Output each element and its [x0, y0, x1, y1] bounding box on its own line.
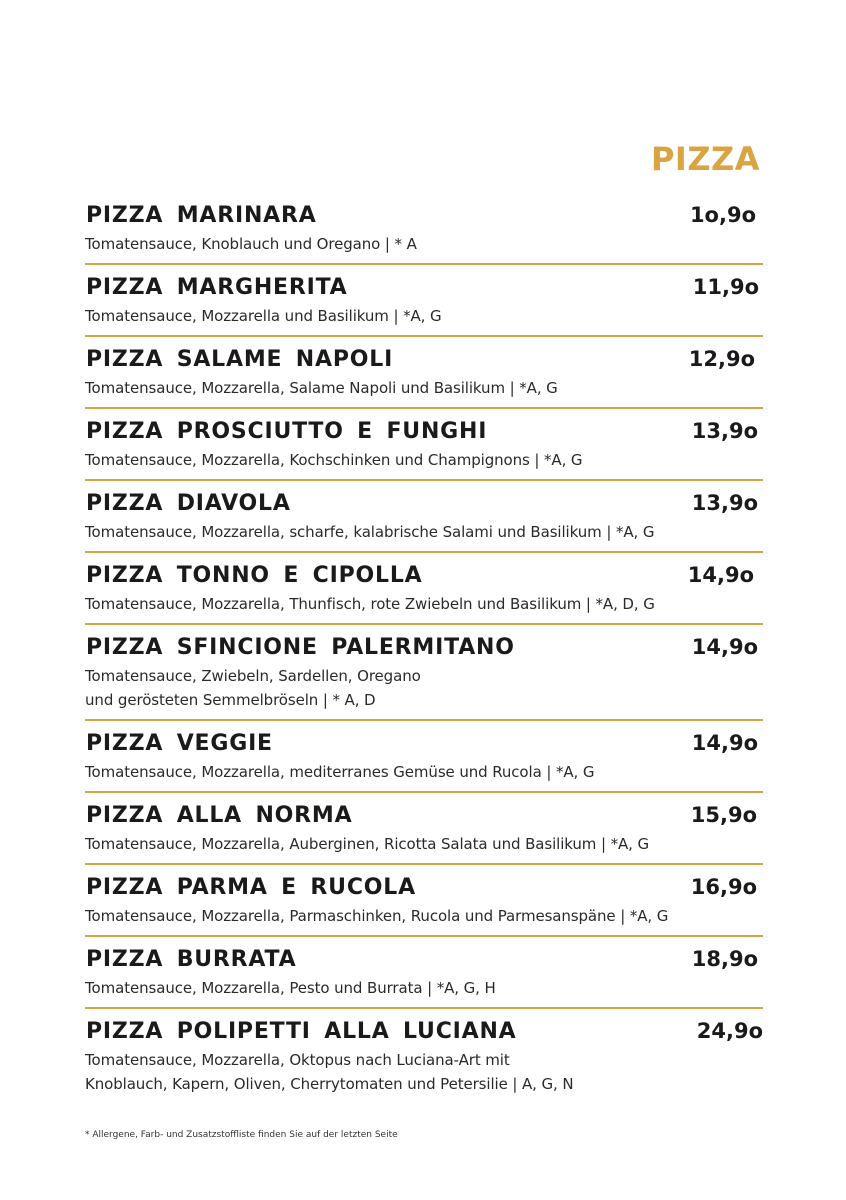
menu-item-name: PIZZA TONNO E CIPOLLA: [86, 563, 423, 588]
allergen-footnote: * Allergene, Farb- und Zusatzstoffliste finden Sie auf der letzten Seite: [85, 1130, 398, 1140]
menu-item-description: Tomatensauce, Mozzarella, Pesto und Burrata | *A, G, H: [85, 979, 496, 997]
menu-item: [85, 944, 763, 1009]
menu-item-price: 15,9o: [690, 803, 757, 827]
menu-divider: [85, 623, 763, 625]
menu-item-name: PIZZA PARMA E RUCOLA: [86, 875, 416, 900]
menu-list: [85, 200, 763, 1096]
menu-item: [85, 200, 763, 265]
menu-item-description: Knoblauch, Kapern, Oliven, Cherrytomaten und Petersilie | A, G, N: [85, 1075, 574, 1093]
menu-item-price: 14,9o: [691, 635, 758, 659]
menu-item-price: 1o,9o: [689, 203, 756, 227]
menu-item-header: [85, 800, 763, 832]
menu-item-price: 12,9o: [688, 347, 755, 371]
menu-item: [85, 728, 763, 793]
menu-item-name: PIZZA MARGHERITA: [86, 275, 348, 300]
menu-divider: [85, 791, 763, 793]
menu-item: [85, 1016, 763, 1096]
menu-item-description: Tomatensauce, Zwiebeln, Sardellen, Oregano: [85, 667, 421, 685]
menu-item-description: Tomatensauce, Mozzarella, Kochschinken und Champignons | *A, G: [85, 451, 583, 469]
menu-item-description: Tomatensauce, Mozzarella und Basilikum | *A, G: [85, 307, 442, 325]
menu-item-header: [85, 872, 763, 904]
menu-divider: [85, 263, 763, 265]
section-title: PIZZA: [650, 140, 760, 178]
menu-item-description: Tomatensauce, Mozzarella, Thunfisch, rote Zwiebeln und Basilikum | *A, D, G: [85, 595, 655, 613]
menu-item-name: PIZZA SALAME NAPOLI: [86, 347, 394, 372]
menu-item-description: Tomatensauce, Mozzarella, Salame Napoli und Basilikum | *A, G: [85, 379, 558, 397]
menu-item-price: 18,9o: [691, 947, 758, 971]
menu-item-header: [85, 488, 763, 520]
menu-item: [85, 272, 763, 337]
menu-item: [85, 416, 763, 481]
menu-item-header: [85, 1016, 763, 1048]
menu-item-header: [85, 560, 763, 592]
menu-item-name: PIZZA BURRATA: [86, 947, 297, 972]
menu-item-header: [85, 944, 763, 976]
menu-item-description: Tomatensauce, Mozzarella, Auberginen, Ricotta Salata und Basilikum | *A, G: [85, 835, 650, 853]
menu-item: [85, 344, 763, 409]
menu-item-header: [85, 728, 763, 760]
menu-item-description: Tomatensauce, Mozzarella, scharfe, kalabrische Salami und Basilikum | *A, G: [85, 523, 655, 541]
menu-item-name: PIZZA ALLA NORMA: [86, 803, 353, 828]
menu-item-description: und gerösteten Semmelbröseln | * A, D: [85, 691, 376, 709]
menu-item: [85, 872, 763, 937]
menu-item-name: PIZZA VEGGIE: [86, 731, 273, 756]
menu-item-price: 13,9o: [691, 491, 758, 515]
menu-item-name: PIZZA MARINARA: [86, 203, 317, 228]
menu-divider: [85, 479, 763, 481]
menu-item-header: [85, 416, 763, 448]
menu-item-header: [85, 272, 763, 304]
menu-item: [85, 488, 763, 553]
menu-item-description: Tomatensauce, Mozzarella, mediterranes Gemüse und Rucola | *A, G: [85, 763, 595, 781]
menu-item: [85, 632, 763, 721]
menu-item-name: PIZZA SFINCIONE PALERMITANO: [86, 635, 515, 660]
menu-item-description: Tomatensauce, Knoblauch und Oregano | * A: [85, 235, 417, 253]
menu-divider: [85, 551, 763, 553]
menu-item: [85, 560, 763, 625]
menu-item-name: PIZZA POLIPETTI ALLA LUCIANA: [86, 1019, 517, 1044]
menu-item-description: Tomatensauce, Mozzarella, Parmaschinken, Rucola und Parmesanspäne | *A, G: [85, 907, 669, 925]
menu-item-name: PIZZA PROSCIUTTO E FUNGHI: [86, 419, 488, 444]
menu-item-header: [85, 344, 763, 376]
menu-item-name: PIZZA DIAVOLA: [86, 491, 291, 516]
menu-item-header: [85, 632, 763, 664]
menu-item-price: 14,9o: [687, 563, 754, 587]
menu-item: [85, 800, 763, 865]
menu-divider: [85, 719, 763, 721]
menu-item-price: 11,9o: [692, 275, 759, 299]
menu-item-price: 24,9o: [696, 1019, 763, 1043]
menu-item-price: 16,9o: [690, 875, 757, 899]
menu-divider: [85, 407, 763, 409]
menu-item-description: Tomatensauce, Mozzarella, Oktopus nach Luciana-Art mit: [85, 1051, 510, 1069]
menu-divider: [85, 935, 763, 937]
menu-divider: [85, 335, 763, 337]
menu-item-price: 14,9o: [691, 731, 758, 755]
menu-divider: [85, 1007, 763, 1009]
menu-item-price: 13,9o: [691, 419, 758, 443]
menu-divider: [85, 863, 763, 865]
menu-item-header: [85, 200, 763, 232]
